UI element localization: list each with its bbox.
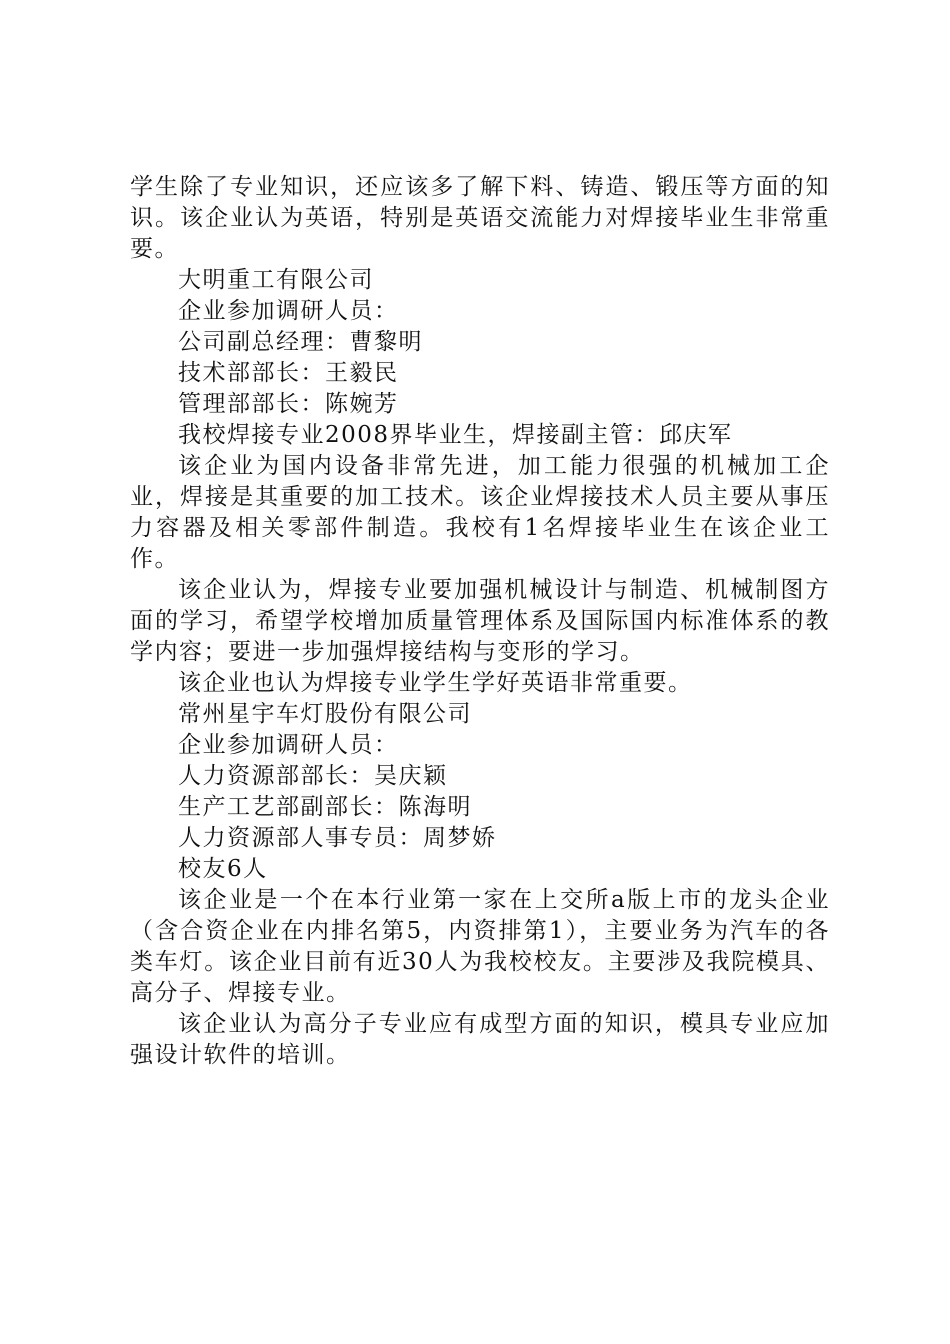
company-name-daming: 大明重工有限公司: [178, 267, 374, 293]
participant-line: 人力资源部人事专员：周梦娇: [178, 825, 497, 851]
participant-line: 公司副总经理：曹黎明: [178, 329, 423, 355]
participant-line: 我校焊接专业2008界毕业生，焊接副主管：邱庆军: [178, 422, 733, 448]
paragraph-english-importance: 该企业也认为焊接专业学生学好英语非常重要。: [178, 670, 693, 696]
company-name-xingyu: 常州星宇车灯股份有限公司: [178, 701, 472, 727]
paragraph-company-description: 该企业为国内设备非常先进，加工能力很强的机械加工企业，焊接是其重要的加工技术。该企业焊接技术人员主要从事压力容器及相关零部件制造。我校有1名焊接毕业生在该企业工作。: [130, 453, 830, 572]
participant-line: 技术部部长：王毅民: [178, 360, 399, 386]
paragraph-intro-continued: 学生除了专业知识，还应该多了解下料、铸造、锻压等方面的知识。该企业认为英语，特别是英语交流能力对焊接毕业生非常重要。: [130, 174, 830, 262]
participant-line: 生产工艺部副部长：陈海明: [178, 794, 472, 820]
document-page: [130, 172, 830, 1071]
participant-line: 人力资源部部长：吴庆颖: [178, 763, 448, 789]
paragraph-company-description: 该企业是一个在本行业第一家在上交所a版上市的龙头企业（含合资企业在内排名第5，内资排第1），主要业务为汽车的各类车灯。该企业目前有近30人为我校校友。主要涉及我院模具、高分子、焊接专业。: [130, 887, 830, 1006]
alumni-count: 校友6人: [178, 856, 268, 882]
participants-heading: 企业参加调研人员：: [178, 298, 399, 324]
participant-line: 管理部部长：陈婉芳: [178, 391, 399, 417]
paragraph-company-opinion: 该企业认为，焊接专业要加强机械设计与制造、机械制图方面的学习，希望学校增加质量管理体系及国际国内标准体系的教学内容；要进一步加强焊接结构与变形的学习。: [130, 577, 830, 665]
paragraph-company-opinion: 该企业认为高分子专业应有成型方面的知识，模具专业应加强设计软件的培训。: [130, 1011, 830, 1068]
participants-heading: 企业参加调研人员：: [178, 732, 399, 758]
